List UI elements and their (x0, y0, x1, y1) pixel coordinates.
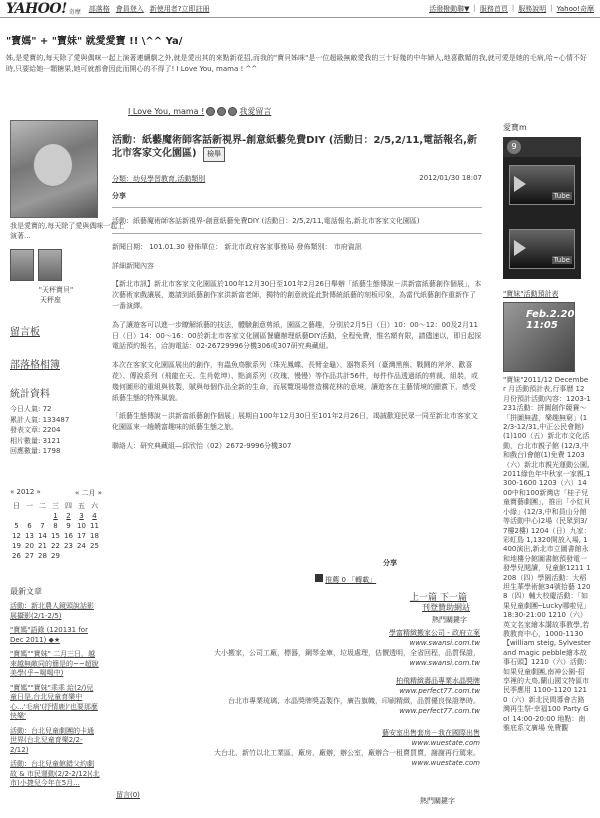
calendar-day (36, 512, 49, 521)
calendar-day[interactable]: 2 (66, 512, 71, 520)
face-shape (33, 143, 73, 187)
calendar-weekday: 四 (65, 502, 72, 510)
post-paragraph: 為了讓遊客可以進一步瞭解紙藝的技法，體驗創意剪紙，園區之藝趣，分別於2月5日（日）10：00～12：00及2月11日（日）14：00～16：00於新北市客家文化園區餐廳辦理紙藝DIY活動，全程免費，惟名額有限，請儘速以，即日起採電話預約報名，洽詢電話：02-26729996分機306或307研究典藏組。 (112, 320, 482, 351)
register-link[interactable]: 新使用者?立即註冊 (149, 4, 210, 13)
activity-image[interactable] (503, 302, 589, 372)
top-link-2[interactable]: 服務首頁 (479, 4, 508, 13)
latest-item[interactable]: 活動：台北兒童劇團的卡通世界(台北兒童育樂2/2-2/12) (10, 726, 94, 754)
calendar (10, 488, 102, 561)
stats-title: 統計資料 (10, 389, 50, 400)
calendar-day[interactable]: 28 (38, 552, 47, 560)
nickname[interactable]: "天秤寶貝" (38, 286, 74, 294)
video-widget[interactable] (503, 137, 581, 279)
calendar-month[interactable]: « 二月 » (74, 489, 102, 497)
latest-item[interactable]: "寶媽""寶妹" 二月三日，越來越無敵同的簡是的~~超脫美學(乎~喝喝中) (10, 650, 99, 677)
calendar-day[interactable]: 29 (51, 552, 60, 560)
ad-url[interactable]: www.perfect77.com.tw (399, 687, 480, 695)
play-icon (514, 240, 526, 256)
calendar-grid (10, 502, 102, 561)
ad-url[interactable]: www.swansi.com.tw (409, 639, 480, 647)
top-nav (89, 4, 210, 14)
report-button[interactable]: 檢舉 (203, 147, 225, 162)
activity-text: "寶妹"2011/12 December 月活動預計表,行事曆 12 月份預計活動內容：1203-1231活動：拼圖創作競賽～「拼圖無盡，樂趣無窮」(12/3-12/31,中正公民會館)(1)100（五）新北市文化活動，台北市親子館 (12/3,中和戲台)會館(1)免費 1203（六）新北市親光運動公園,2011綠色年中秋家一家親,1300-1600 1203（六）1400中和100新灣店「桂子兒童寶藝劇團」，推出「小紅貝小綠」(12/3,中和員山分館等活動中心)2場（民眾到3/7樓2樓) 1204（日）九家：彩虹島 1,1320開放入場, 1400演出,新北市立圖書館永和地樓分館圖書館預發電一發學兒閱讀，兒童館1211 1208（四）學園活動：大稻坦生華學術館34號拾藝 1208（四）輔大校慶活動：「如果兒童劇團─Lucky哪啦兒」18:30-21:00 1210（六）英文名家繪本講故事教學,若教教育中心，1000-1130 【william steig, Sylvester and magic pebble繪本故事石頭】1210（六）活動：如果兒童劇團,南神公園-招享裡的大鳥,蘭山國文特區市民季應用 1100-1120 1210（六）新北民間導會古路灣再生祭-幸福100 Party Go! 14:00-20:00 地點：南雅底系文廣場 免費觀 (503, 376, 591, 733)
calendar-day[interactable]: 11 (90, 522, 99, 530)
calendar-weekday: 三 (52, 502, 59, 510)
post-paragraph: 聯絡人：研究典藏組—邱欣怡（02）2672-9996分機307 (112, 441, 292, 450)
recommend-link[interactable]: 推薦 0 「轉載」 (325, 576, 377, 584)
latest-item[interactable]: "寶媽"語錄 (120131 for Dec 2011) ◆★ (10, 626, 88, 644)
ad-url[interactable]: www.perfect77.com.tw (399, 707, 480, 715)
latest-item[interactable]: "寶媽""寶妹"乖乖 給(2/)兒童日是,台北兒童育樂中心...'毛病'(抒情鹿)'也要那麼快樂' (10, 683, 98, 720)
latest-title: 最新文章 (10, 587, 42, 596)
share-label[interactable]: 分享 (112, 192, 126, 200)
calendar-weekday: 一 (26, 502, 33, 510)
calendar-day[interactable]: 18 (90, 532, 99, 540)
calendar-day[interactable]: 16 (64, 532, 73, 540)
small-photos (10, 249, 102, 281)
ad-block[interactable] (180, 728, 480, 768)
top-link-1[interactable]: 活潑撥動聯▼ (429, 4, 470, 13)
divider (112, 233, 482, 234)
top-link-3[interactable]: 服務說明 (518, 4, 547, 13)
small-photo[interactable] (38, 249, 62, 281)
ad-title[interactable]: 藝安室出售套房－我在國際出售 (382, 729, 480, 737)
calendar-weekday: 日 (13, 502, 20, 510)
activity-title[interactable]: "寶妹"活動預計表 (503, 290, 559, 298)
latest-item[interactable]: 活動：新北農人鏡頭說話影展攝影(2/1-2/5) (10, 602, 94, 620)
calendar-year[interactable]: « 2012 » (10, 488, 41, 496)
top-nav-right: 活潑撥動聯▼ | 服務首頁 | 服務說明 | Yahoo!奇摩 (429, 3, 594, 13)
calendar-day[interactable]: 21 (38, 542, 47, 550)
calendar-day[interactable]: 17 (77, 532, 86, 540)
activity-date: Feb.2.2012 11:05 (526, 309, 589, 331)
latest-posts (10, 586, 100, 789)
calendar-day[interactable]: 20 (25, 542, 34, 550)
recommend-row (315, 574, 376, 585)
calendar-weekday: 五 (78, 502, 85, 510)
stat-posts: 發表文章: 2204 (10, 426, 61, 434)
blog-title[interactable]: "寶媽" + "寶妹" 就愛愛寶 !! \^^ Ya/ (6, 36, 183, 47)
post-paragraph: 本次在客家文化園區展出的創作，有蟲魚鳥獸系列（珠光鳳蝶、長臂金龜）、器物系列（臺灣黑熊、戰鬪的斧斧、歡喜花）、傳說系列（飛龍在天、生肖乾坤）、點滴系列（玫瑰、慢慢）等作品共計56件，每件作品透過紙的剪裁、組裝，或幾何圖形的重組與彼製，賦與每個作品全新的生命，而展覽現場營造構花林的意境，讓遊客在主藝情境的顯賞下，感受紙藝生態的特殊風貌。 (112, 361, 478, 402)
calendar-day[interactable]: 19 (12, 542, 21, 550)
stat-replies: 回應數量: 1798 (10, 447, 61, 455)
smile-icon (228, 107, 237, 116)
love-row (128, 106, 271, 117)
calendar-day[interactable]: 12 (12, 532, 21, 540)
calendar-day[interactable]: 7 (40, 522, 45, 530)
calendar-day (23, 512, 36, 521)
ad-desc: 台北市專業琉璃、水晶獎牌獎盃製作，廣告旗幟，印刷精緻，品質優良保證準時。 (228, 697, 480, 705)
post-category[interactable]: 分類：幼兒學習教育,活動類別 (112, 175, 206, 183)
post-paragraph: 詳細新聞內容 (112, 261, 154, 270)
youtube-badge: Tube (553, 192, 570, 200)
album-link[interactable]: 部落格相簿 (10, 360, 60, 371)
post-paragraph: 「紙藝生態傳說－洪新富紙藝創作個展」展期自100年12月30日至101年2月26日，竭誠歡迎民眾一同至新北市客家文化園區來一趟饒富趣味的紙藝生態之旅。 (112, 412, 478, 432)
ad-title[interactable]: 學富精緻搬家公司 - 政府立案 (389, 629, 480, 637)
stat-total: 累計人氣: 133487 (10, 415, 70, 424)
login-link[interactable]: 會員登入 (115, 4, 144, 13)
ad-url[interactable]: www.wuestate.com (411, 759, 480, 767)
calendar-day[interactable]: 13 (25, 532, 34, 540)
stats-list (10, 404, 102, 457)
small-photo[interactable] (10, 249, 34, 281)
owner-name[interactable]: 天秤座 (40, 296, 61, 304)
calendar-day[interactable]: 8 (53, 522, 58, 530)
sponsored-label[interactable]: 刊登贊助網站 (422, 603, 470, 612)
guestbook-link[interactable]: 留言板 (10, 327, 40, 338)
calendar-day[interactable]: 14 (38, 532, 47, 540)
calendar-day[interactable]: 25 (90, 542, 99, 550)
calendar-day (75, 552, 88, 561)
calendar-day[interactable]: 1 (53, 512, 58, 520)
profile-intro: 我是愛寶的,每天除了愛與偶咪一起上演著... (10, 222, 125, 240)
calendar-day[interactable]: 10 (77, 522, 86, 530)
ad-desc: 大台北、新竹以北工業區，廠房，廠辦，辦公室，廠辦合一租賣買賣，謝謝再行駕來。 (214, 749, 480, 757)
latest-item[interactable]: 活動：台北兒童館錯父約劇故 & 市民運動(2/2-2/12)(北市)小捷兒今年在5月... (10, 760, 100, 787)
ad-title[interactable]: 柏飛精緻壽品專業水晶獎牌 (396, 677, 480, 685)
smile-icon (217, 107, 226, 116)
calendar-day (88, 552, 101, 561)
ad-desc: 大小搬家，公司工廠，標器，鋼琴金庫，垃圾處理，估價透明，全省回程，品質保證， (214, 649, 480, 657)
smile-icon (206, 107, 215, 116)
right-title: 愛寶m (503, 123, 527, 132)
recommend-icon (315, 574, 323, 582)
calendar-day[interactable]: 23 (64, 542, 73, 550)
calendar-day (10, 512, 23, 521)
logo-subtitle: 奇摩 (68, 9, 81, 16)
right-sidebar (503, 122, 598, 733)
post-title-text: 活動：紙藝魔術師客話新視界-創意紙藝免費DIY (活動日：2/5,2/11,電話報名,新北市客家文化園區) (112, 135, 477, 159)
calendar-day[interactable]: 15 (51, 532, 60, 540)
youtube-badge: Tube (553, 256, 570, 264)
guestbook-link-top[interactable]: 我愛留言 (239, 107, 272, 116)
top-bar (0, 0, 600, 18)
post-date: 2012/01/30 18:07 (419, 174, 482, 182)
share-bottom[interactable]: 分享 (383, 559, 397, 567)
ad-url[interactable]: www.wuestate.com (411, 739, 480, 747)
hot-keywords: 熱門關鍵字 (432, 616, 467, 624)
calendar-day (62, 552, 75, 561)
post-main (112, 134, 482, 452)
video-thumb[interactable] (509, 165, 575, 205)
blog-description: 姊,是愛寶的,每天除了愛與偶咪一起上演著連續劇之外,就是愛出其的來點新花招,而我的"寶貝姊咪"是一位超級無敵愛我的三十好幾的中年婦人,地喜歡媚的我,就可愛是她的毛病,哈~心情不好時,只要給她一顆糖果,她可就都會因此而開心的不得了! I Love You, mama ! ^^ (6, 54, 587, 73)
calendar-day[interactable]: 6 (27, 522, 32, 530)
play-icon (514, 176, 526, 192)
stat-today: 今日人氣: 72 (10, 405, 52, 413)
calendar-day[interactable]: 24 (77, 542, 86, 550)
video-thumb[interactable] (509, 229, 575, 269)
calendar-day[interactable]: 27 (25, 552, 34, 560)
stat-photos: 相片數量: 3121 (10, 436, 61, 445)
blog-banner (6, 32, 594, 75)
calendar-day[interactable]: 26 (12, 552, 21, 560)
widget-number: 9 (507, 140, 521, 154)
comment-count[interactable]: 留言(0) (116, 791, 140, 799)
post-paragraph: 活動：紙藝魔術師客話新視界-創意紙藝免費DIY (活動日：2/5,2/11,電話報名,新北市客家文化園區) (112, 217, 420, 225)
post-title (112, 134, 482, 162)
hot-keywords-bottom: 熱門關鍵字 (420, 797, 455, 805)
ad-block[interactable] (180, 628, 480, 668)
post-paragraph: 新聞日期： 101.01.30 發佈單位： 新北市政府客家事務局 發佈類別： 市府資訊 (112, 242, 362, 251)
top-link-4[interactable]: Yahoo!奇摩 (556, 4, 594, 13)
calendar-day[interactable]: 4 (92, 512, 97, 520)
ad-url[interactable]: www.swansi.com.tw (409, 659, 480, 667)
calendar-day[interactable]: 3 (79, 512, 84, 520)
yahoo-logo[interactable]: YAHOO! (6, 0, 67, 17)
calendar-weekday: 二 (39, 502, 46, 510)
love-link[interactable]: I Love You, mama ! (128, 107, 205, 116)
profile-photo[interactable] (10, 120, 98, 218)
ad-block[interactable] (180, 676, 480, 716)
calendar-weekday: 六 (91, 502, 98, 510)
blog-link[interactable]: 部落格 (88, 4, 110, 13)
calendar-day[interactable]: 9 (66, 522, 71, 530)
prev-next-links[interactable]: 上一篇 下一篇 (410, 593, 467, 603)
calendar-day[interactable]: 22 (51, 542, 60, 550)
divider (112, 207, 482, 208)
calendar-day[interactable]: 5 (14, 522, 19, 530)
post-paragraph: 【新北市訊】新北市客家文化園區於100年12月30日至101年2月26日舉辦「紙藝生態傳說－洪新富紙藝創作個展」，本次藝術家戲讓展，邀請到紙藝創作家洪新富老師，獨特的創意就從此對傳統紙藝的刻板印象，為當代紙藝創作重新作了一番演繹。 (112, 280, 482, 310)
